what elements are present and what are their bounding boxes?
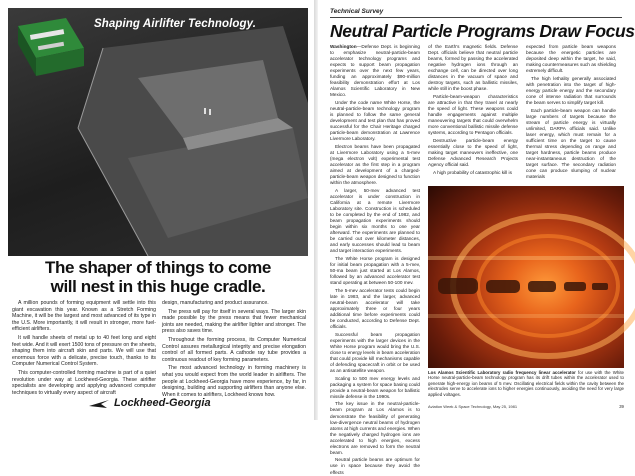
article-paragraph: The high lethality generally associated with penetration into the target of high-energy particle energy and the secondary cone of intense radiation that surrounds the beam serves to simplify target kill. — [526, 75, 616, 106]
accelerator-photo — [428, 186, 624, 368]
ad-paragraph: It will handle sheets of metal up to 40 feet long and eight feet wide. And it will exert 1500 tons of pressure on the sheets, shaping them into aircraft skin and parts. We will use that enormous force with a delicate, precise touch, thanks to its Computer Numerical Control System. — [12, 334, 156, 368]
article-paragraph: Neutral particle beams are optimum for use in space because they avoid the effects — [330, 457, 420, 475]
dateline: Washington — [330, 44, 357, 49]
article-paragraph: A high probability of catastrophic kill is — [433, 169, 512, 175]
worker-figure — [209, 109, 211, 115]
excavation-illustration — [8, 8, 308, 256]
ad-body-column-2 — [162, 300, 306, 400]
ad-headline — [10, 258, 306, 296]
article-column-2 — [428, 44, 518, 182]
ad-paragraph: Throughout the forming process, its Computer Numerical Control assures metallurgical integrity and precise elongation control of all formed parts. A cathode ray tube provides a continuous readout of key forming parameters. — [162, 336, 306, 363]
ad-paragraph: A million pounds of forming equipment will settle into this giant excavation this year. Known as a Stretch Forming Machine, it will be the largest and most advanced of its type in the U.S. More importantly, it will result in stronger, more fuel-efficient airlifters. — [12, 300, 156, 333]
article-paragraph: Successful beam propagation experiments with the larger devices in the White Horse program would bring the U.S. close to energy levels in beam acceleration that could provide kill mechanisms capable of defending spacecraft in orbit or be used as an antisatellite weapon. — [330, 331, 420, 373]
caption-lead: Los Alamos Scientific Laboratory radio frequency linear accelerator — [428, 370, 576, 375]
logo-text: Lockheed-Georgia — [114, 397, 211, 409]
ad-body-column-1 — [12, 300, 156, 398]
ad-paragraph: design, manufacturing and product assurance. — [162, 300, 269, 306]
article-page — [318, 0, 635, 475]
ad-headline-line-2: will nest in this huge cradle. — [50, 277, 266, 296]
ad-paragraph: This computer-controlled forming machine is part of a quiet revolution under way at Lockheed-Georgia. These airlifter specialists are developing and applying advanced computer techniques to virtually every aspect of aircraft — [12, 369, 156, 396]
lead-text: —Defense Dept. is beginning to emphasize neutral-particle-beam accelerator technology programs and expects to support beam propagation experiments over the next few years, funding an approximately $90-million feasibility demonstration effort at Los Alamos Scientific Laboratory in New Mexico. — [330, 44, 420, 98]
article-paragraph: Under the code name White Horse, the neutral-particle-beam technology program is planned to follow the same general development and test plan that has proved successful for the Chair Heritage charged particle-beam demonstration at Lawrence Livermore Laboratory. — [330, 100, 420, 142]
article-paragraph: expected from particle beam weapons because the energetic particles are deposited deep within the target, he said, making countermeasures such as shielding extremely difficult. — [526, 44, 616, 74]
article-paragraph: Electron beams have been propagated at Livermore Laboratory using a 5-mev (mega electron volt) experimental test accelerator as the first step in a program aimed at development of a charged-particle-beam weapon designed to function within the atmosphere. — [330, 143, 420, 186]
article-paragraph: Particle-beam-weapon characteristics are attractive in that they travel at nearly the speed of light. These weapons could handle engagements against multiple maneuvering targets that could overwhelm more conventional ballistic missile defense systems, according to Pentagon officials. — [428, 93, 518, 136]
lockheed-georgia-logo — [88, 397, 211, 409]
article-column-1 — [330, 44, 420, 475]
ad-paragraph: The press will pay for itself in several ways. The larger skin made possible by the press means that fewer mechanical joints are needed, making the airlifter lighter and stronger. The press also saves time. — [162, 308, 306, 335]
article-paragraph: The 5-mev accelerator tests could begin late in 1983, and the larger, advanced neutral-beam accelerator will take approximately three or four years additional time before experiments could be conducted, according to Defense Dept. officials. — [330, 287, 420, 330]
accelerator-illustration — [428, 186, 624, 368]
article-paragraph: Scaling to 500 mev energy levels and packaging a system for space basing could provide a neutral-beam weapon for ballistic missile defense in the 1990s. — [330, 375, 420, 399]
excavation-photo — [8, 8, 308, 256]
section-label: Technical Survey — [330, 8, 384, 15]
article-paragraph: A larger, 50-mev advanced test accelerator is under construction in California at a remote Livermore Laboratory site. Construction is scheduled to be completed by the end of 1982, and beam propagation experiments should begin within six months to one year afterward. The experiments are planned to be carried out over kilometer distances, and early successes should lead to beam and target interaction experiments. — [330, 187, 420, 254]
article-paragraph: Destructive particle-beam energy essentially close to the speed of light, making target maneuvers ineffective, one Defense Advanced Research Projects Agency official said. — [428, 137, 518, 168]
article-paragraph: The White Horse program is designed for initial beam propagation with a 5-mev, 50-ma beam just started at Los Alamos, followed by an advanced accelerator test stand operating at between 50-100 mev. — [330, 255, 420, 286]
caption-text: for use with the White Horse neutral-particle-beam technology program has its drift tubes within the accelerator used to generate high-energy ion beams of 5 mev. Oscillating electrical fields within the cavity between the electrodes serve to accelerate ions to higher energies continuously, avoiding the need for very large applied voltages. — [428, 370, 624, 397]
ad-tagline: Shaping Airlifter Technology. — [94, 18, 256, 30]
worker-figure — [204, 108, 206, 114]
article-paragraph: of the Earth's magnetic fields. Defense Dept. officials believe that neutral particle beams, formed by passing the accelerated negative hydrogen ions through an exchange cell, can be directed over long distances in the vacuum of space and destroy targets, such as ballistic missiles, while still in the boost phase. — [428, 44, 518, 92]
stretch-forming-machine-illustration — [18, 18, 84, 76]
ad-headline-line-1: The shaper of things to come — [45, 258, 271, 277]
section-divider — [330, 17, 622, 18]
publication-footer: Aviation Week & Space Technology, May 25, 1981 — [428, 404, 518, 409]
article-paragraph: Each particle-beam weapon can handle large numbers of targets because the stream of particle energy is virtually unlimited, DARPA officials said. Unlike laser energy, which must remain for a sufficient time on the target to cause thermal stress depending on range and target hardness, particle beams produce near-instantaneous destruction of the target surface. The secondary radiation cone can produce slumping of nuclear materials — [526, 107, 616, 180]
page-number: 39 — [619, 404, 624, 409]
article-paragraph — [330, 44, 420, 98]
photo-caption — [428, 370, 624, 397]
advertisement-page — [0, 0, 314, 420]
article-paragraph: The key issue in the neutral-particle-beam program at Los Alamos is to demonstrate the feasibility of generating low-divergence neutral beams of hydrogen atoms at high currents and energies. When the negatively charged hydrogen ions are accelerated to high energies, excess electrons are removed to form the neutral beam. — [330, 401, 420, 455]
article-column-3 — [526, 44, 616, 182]
drift-tubes — [438, 278, 608, 294]
article-title: Neutral Particle Programs Draw Focus — [330, 21, 635, 41]
ad-paragraph: The most advanced technology in forming machinery is what you would expect from the world leader in airlifters. The people at Lockheed-Georgia have more experience, by far, in designing, building and supporting airlifters than anyone else. When it comes to airlifters, Lockheed knows how. — [162, 365, 306, 398]
lockheed-star-icon — [88, 397, 110, 409]
